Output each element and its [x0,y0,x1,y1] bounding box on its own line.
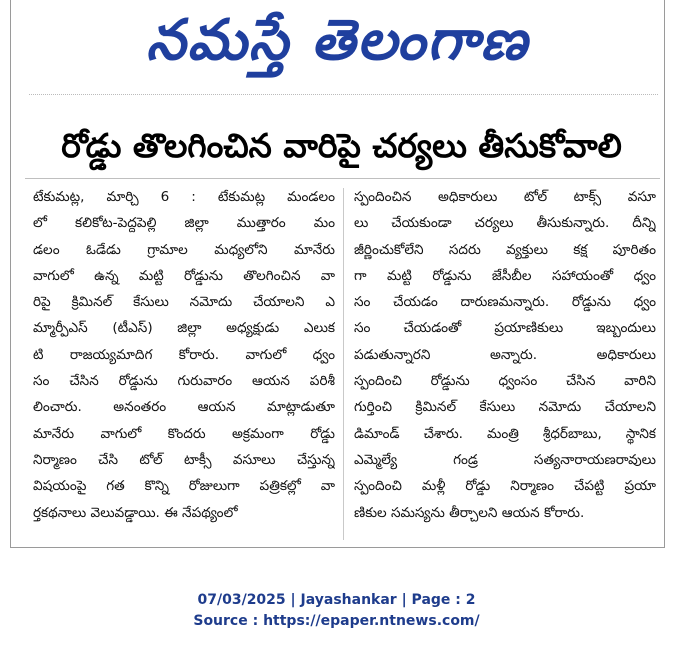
article-line: మ్మార్పీఎస్ (టీఎస్) జిల్లా అధ్యక్షుడు ఎలుక [33,320,335,337]
article-line: డిమాండ్ చేశారు. మంత్రి శ్రీధర్‌బాబు, స్థానిక [354,425,656,442]
article-line: స్పందించిన అధికారులు టోల్ టాక్స్ వసూ [354,189,656,205]
article-line: లించారు. అనంతరం ఆయన మాట్లాడుతూ [33,399,335,416]
article-line: టి రాజయ్యమాదిగ కోరారు. వాగులో ధ్వం [33,346,335,363]
article-line: టేకుమట్ల, మార్చి 6 : టేకుమట్ల మండలం [33,189,335,205]
article-line: సం చేసిన రోడ్డును గురువారం ఆయన పరిశీ [33,373,335,390]
headline-rule [25,178,660,179]
article-line: రిపై క్రిమినల్ కేసులు నమోదు చేయాలని ఎ [33,294,335,311]
article-line: ర్తకథనాలు వెలువడ్డాయి. ఈ నేపథ్యంలో [33,504,238,521]
newspaper-clipping [10,0,665,548]
article-headline: రోడ్డు తొలగించిన వారిపై చర్యలు తీసుకోవాలి [61,126,622,165]
article-line: సం చేయడం దారుణమన్నారు. రోడ్డును ధ్వం [354,294,656,311]
column-divider [343,188,344,540]
article-line: నిర్మాణం చేసి టోల్ టాక్సీ వసూలు చేస్తున్న [33,451,335,468]
article-line: ణికుల సమస్యను తీర్చాలని ఆయన కోరారు. [354,504,585,521]
source-url: Source : https://epaper.ntnews.com/ [193,613,480,629]
article-line: పడుతున్నారని అన్నారు. అధికారులు [354,346,656,363]
article-line: స్పందించి మళ్లీ రోడ్డు నిర్మాణం చేపట్టి ప్రయా [354,478,656,495]
edition-info: 07/03/2025 | Jayashankar | Page : 2 [197,592,476,608]
article-line: లో కలికోట-పెద్దపెల్లి జిల్లా ముత్తారం మం [33,215,335,232]
article-line: లు చేయకుండా చర్యలు తీసుకున్నారు. దీన్ని [354,215,656,232]
newspaper-masthead: నమస్తే తెలంగాణ [146,8,529,73]
article-line: మానేరు వాగులో కొందరు అక్రమంగా రోడ్డు [33,425,335,442]
article-line: విషయంపై గత కొన్ని రోజులుగా పత్రికల్లో వా [33,478,335,495]
article-line: సం చేయడంతో ప్రయాణికులు ఇబ్బందులు [354,320,656,337]
article-column-left [33,184,335,526]
article-line: స్పందించి రోడ్డును ధ్వంసం చేసిన వారిని [354,373,656,390]
cropped-text-strip [29,94,658,109]
article-line: ఎమ్మెల్యే గండ్ర సత్యనారాయణరావులు [354,451,656,468]
article-line: గా మట్టి రోడ్డును జేసీబీల సహాయంతో ధ్వం [354,267,656,284]
article-line: జీర్ణించుకోలేని సదరు వ్యక్తులు కక్ష పూరితం [354,241,656,258]
article-line: వాగులో ఉన్న మట్టి రోడ్డును తొలగించిన వా [33,267,335,284]
article-line: గుర్తించి క్రిమినల్ కేసులు నమోదు చేయాలని [354,399,656,416]
article-line: డలం ఓడేడు గ్రామాల మధ్యలోని మానేరు [33,241,335,258]
article-column-right [354,184,656,526]
